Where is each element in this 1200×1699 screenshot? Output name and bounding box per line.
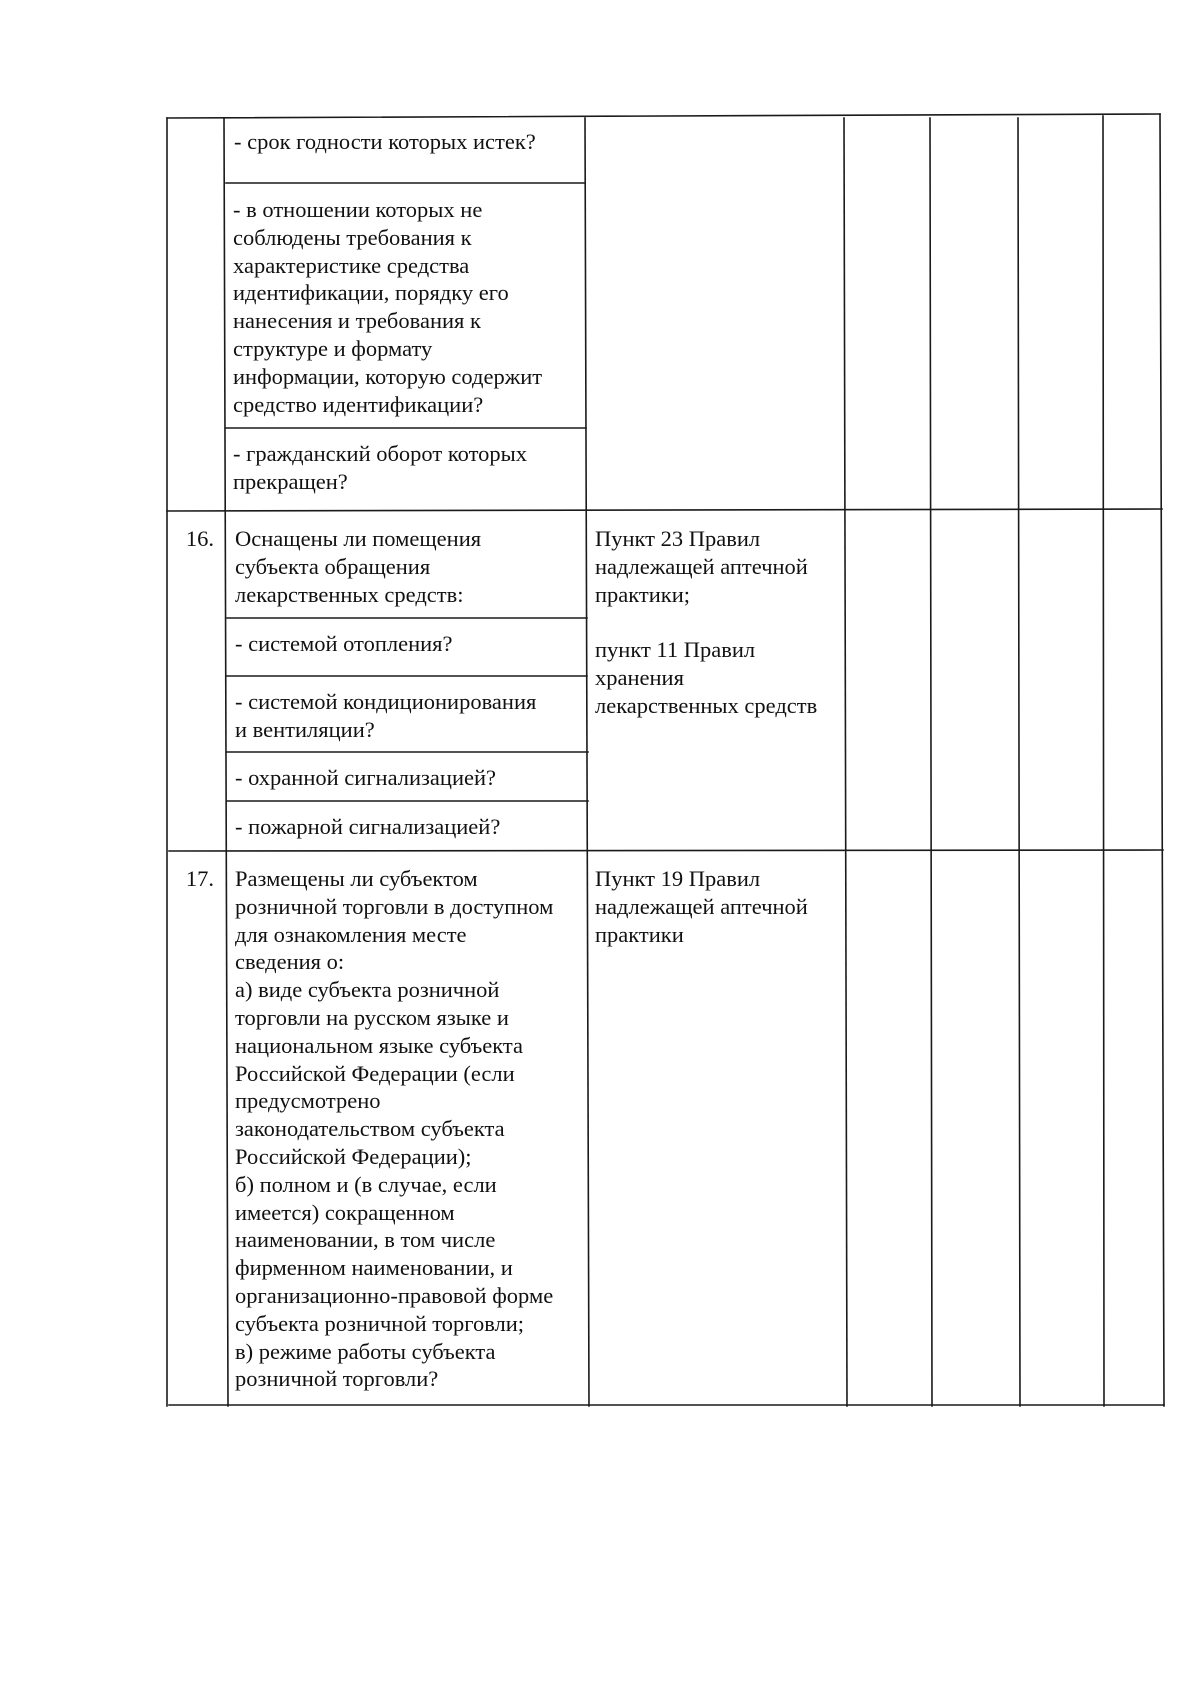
row-number: 16. [185, 526, 214, 551]
question-part: - системой отопления? [235, 631, 453, 656]
reference-text: Пункт 23 Правил надлежащей аптечной практики; пункт 11 Правил хранения лекарственных средств [595, 526, 818, 718]
row-number: 17. [185, 866, 214, 891]
question-part: - охранной сигнализацией? [235, 765, 497, 790]
question-part: - в отношении которых не соблюдены требования к характеристике средства идентификации, порядку его нанесения и требования к структуре и формату информации, которую содержит средство идентификации? [233, 197, 543, 417]
question-part: - срок годности которых истек? [234, 129, 536, 154]
reference-text: Пункт 19 Правил надлежащей аптечной практики [595, 866, 808, 947]
question-part: Размещены ли субъектом розничной торговли в доступном для ознакомления месте сведения о: а) виде субъекта розничной торговли на русском языке и национальном языке субъекта Российской Федерации (если предусмотрено законодательством субъекта Российской Федерации); б) полном и (в случае, если имеется) сокращенном наименовании, в том числе фирменном наименовании, и организационно-правовой форме субъекта розничной торговли; в) режиме работы субъекта розничной торговли? [235, 866, 554, 1392]
question-part: - пожарной сигнализацией? [235, 814, 501, 839]
question-part: Оснащены ли помещения субъекта обращения лекарственных средств: [235, 526, 482, 607]
question-part: - системой кондиционирования и вентиляции? [235, 689, 537, 742]
question-part: - гражданский оборот которых прекращен? [233, 441, 527, 494]
